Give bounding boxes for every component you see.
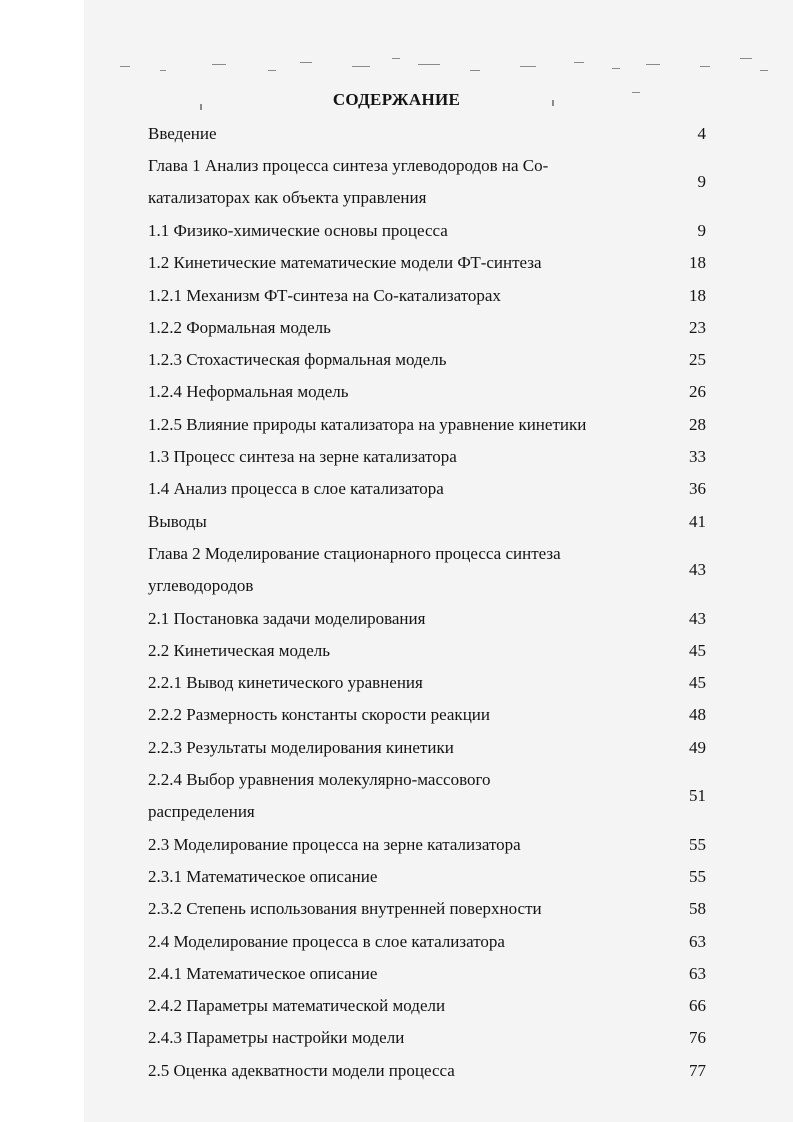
- toc-entry-title-line: катализаторах как объекта управления: [148, 188, 427, 208]
- toc-entry-title-line: углеводородов: [148, 575, 254, 595]
- toc-entry-title-line: 2.2.4 Выбор уравнения молекулярно-массового: [148, 770, 491, 789]
- toc-entry-title: 2.3 Моделирование процесса на зерне катализатора: [148, 834, 521, 854]
- toc-entry-title: 1.2.1 Механизм ФТ-синтеза на Со-катализаторах: [148, 285, 501, 305]
- toc-entry-title: Введение: [148, 124, 217, 143]
- toc-entry-page: 4: [697, 124, 706, 143]
- toc-entry-title: 2.2.3 Результаты моделирования кинетики: [148, 737, 454, 757]
- toc-entry-title: 2.4 Моделирование процесса в слое катализатора: [148, 931, 505, 951]
- toc-entry-title: 2.3.1 Математическое описание: [148, 866, 378, 886]
- toc-entry: [148, 344, 708, 376]
- scan-speck: [700, 66, 710, 67]
- scan-speck: [300, 62, 312, 63]
- scan-speck: [520, 66, 536, 67]
- scan-speck: [268, 70, 276, 71]
- toc-entry-title: 2.4.1 Математическое описание: [148, 963, 378, 983]
- scan-speck: [612, 68, 620, 69]
- toc-entry: [148, 893, 708, 925]
- scan-speck: [120, 66, 130, 67]
- toc-entry-title: [148, 538, 648, 602]
- toc-entry: [148, 280, 708, 312]
- scan-speck: [352, 66, 370, 67]
- toc-entry-page: 45: [689, 673, 706, 693]
- toc-entry-title: 1.2.3 Стохастическая формальная модель: [148, 350, 447, 370]
- toc-entry-page: 18: [689, 253, 706, 273]
- toc-entry: [148, 1055, 708, 1087]
- scan-speck: [212, 64, 226, 65]
- toc-entry-title: 1.4 Анализ процесса в слое катализатора: [148, 479, 444, 499]
- toc-entry: [148, 150, 708, 215]
- toc-entry-page: 9: [697, 172, 706, 192]
- toc-entry-page: 48: [689, 705, 706, 725]
- toc-entry: [148, 1022, 708, 1054]
- toc-entry-page: 9: [697, 220, 706, 240]
- toc-entry-page: 23: [689, 317, 706, 337]
- toc-entry-title: 2.3.2 Степень использования внутренней поверхности: [148, 899, 542, 919]
- toc-entry: [148, 958, 708, 990]
- toc-entry-page: 28: [689, 414, 706, 434]
- toc-entry: [148, 376, 708, 408]
- toc-entry-title-line: Глава 2 Моделирование стационарного процесса синтеза: [148, 543, 561, 563]
- toc-entry-page: 66: [689, 996, 706, 1016]
- toc-entry-title: 2.5 Оценка адекватности модели процесса: [148, 1060, 455, 1080]
- toc-entry: [148, 829, 708, 861]
- toc-entry-page: 43: [689, 560, 706, 580]
- toc-entry: [148, 215, 708, 247]
- toc-entry-title: 1.2.5 Влияние природы катализатора на уравнение кинетики: [148, 414, 587, 434]
- toc-entry-page: 63: [689, 931, 706, 951]
- toc-entry: [148, 635, 708, 667]
- toc-entry-page: 41: [689, 511, 706, 531]
- toc-entry: [148, 409, 708, 441]
- toc-entry-title: 1.2.4 Неформальная модель: [148, 382, 349, 402]
- toc-entry-title: 1.2 Кинетические математические модели ФТ-синтеза: [148, 253, 542, 273]
- toc-entry: [148, 861, 708, 893]
- toc-entry-page: 45: [689, 640, 706, 660]
- scan-speck: [418, 64, 440, 65]
- toc-entry: [148, 312, 708, 344]
- scan-speck: [632, 92, 640, 93]
- toc-entry: [148, 603, 708, 635]
- toc-entry-title-line: Глава 1 Анализ процесса синтеза углеводородов на Со-: [148, 156, 549, 176]
- scan-speck: [646, 64, 660, 65]
- scan-speck: [392, 58, 400, 59]
- toc-entry-title: 2.2.2 Размерность константы скорости реакции: [148, 705, 490, 725]
- scan-speck: [574, 62, 584, 63]
- toc-entry-page: 55: [689, 866, 706, 886]
- toc-entry-page: 51: [689, 786, 706, 806]
- scan-speck: [470, 70, 480, 71]
- toc-entry-page: 58: [689, 899, 706, 919]
- toc-entry: [148, 118, 708, 150]
- toc-entry-title: [148, 150, 648, 214]
- toc-entry-page: 33: [689, 447, 706, 466]
- toc-entry: [148, 538, 708, 603]
- toc-heading: СОДЕРЖАНИЕ: [332, 90, 461, 109]
- toc-entry-title: [148, 764, 648, 828]
- toc-entry-title: 1.2.2 Формальная модель: [148, 317, 331, 337]
- toc-entry-page: 18: [689, 285, 706, 305]
- toc-entry-page: 63: [689, 963, 706, 983]
- toc-entry-page: 43: [689, 608, 706, 628]
- toc-entry: [148, 764, 708, 829]
- toc-entry-title: 1.3 Процесс синтеза на зерне катализатора: [148, 447, 457, 466]
- toc-entry-title: 2.2 Кинетическая модель: [148, 640, 330, 660]
- toc-entry-title: 1.1 Физико-химические основы процесса: [148, 220, 448, 240]
- scan-speck: [760, 70, 768, 71]
- toc-entry: [148, 247, 708, 279]
- toc-entry-title-line: распределения: [148, 802, 255, 821]
- toc-entry: [148, 699, 708, 731]
- toc-entry: [148, 473, 708, 505]
- toc-entry-page: 36: [689, 479, 706, 499]
- toc-entry-title: 2.2.1 Вывод кинетического уравнения: [148, 673, 423, 693]
- toc-entry-page: 55: [689, 834, 706, 854]
- toc-entry: [148, 926, 708, 958]
- toc-entry-page: 26: [689, 382, 706, 402]
- toc-entry: [148, 441, 708, 473]
- toc-entry-page: 77: [689, 1060, 706, 1080]
- scan-speck: [552, 100, 554, 106]
- scan-speck: [200, 104, 202, 110]
- toc-entry: [148, 667, 708, 699]
- toc-entry: [148, 990, 708, 1022]
- toc-entry: [148, 506, 708, 538]
- toc-entry-title: Выводы: [148, 511, 207, 531]
- toc-entry-title: 2.4.3 Параметры настройки модели: [148, 1028, 405, 1048]
- toc-entry-page: 76: [689, 1028, 706, 1048]
- toc-entry-page: 49: [689, 737, 706, 757]
- scan-speck: [740, 58, 752, 59]
- toc-entry-page: 25: [689, 350, 706, 370]
- toc-entry: [148, 732, 708, 764]
- toc-entry-title: 2.4.2 Параметры математической модели: [148, 996, 446, 1016]
- scan-speck: [160, 70, 166, 71]
- toc-entry-title: 2.1 Постановка задачи моделирования: [148, 608, 426, 628]
